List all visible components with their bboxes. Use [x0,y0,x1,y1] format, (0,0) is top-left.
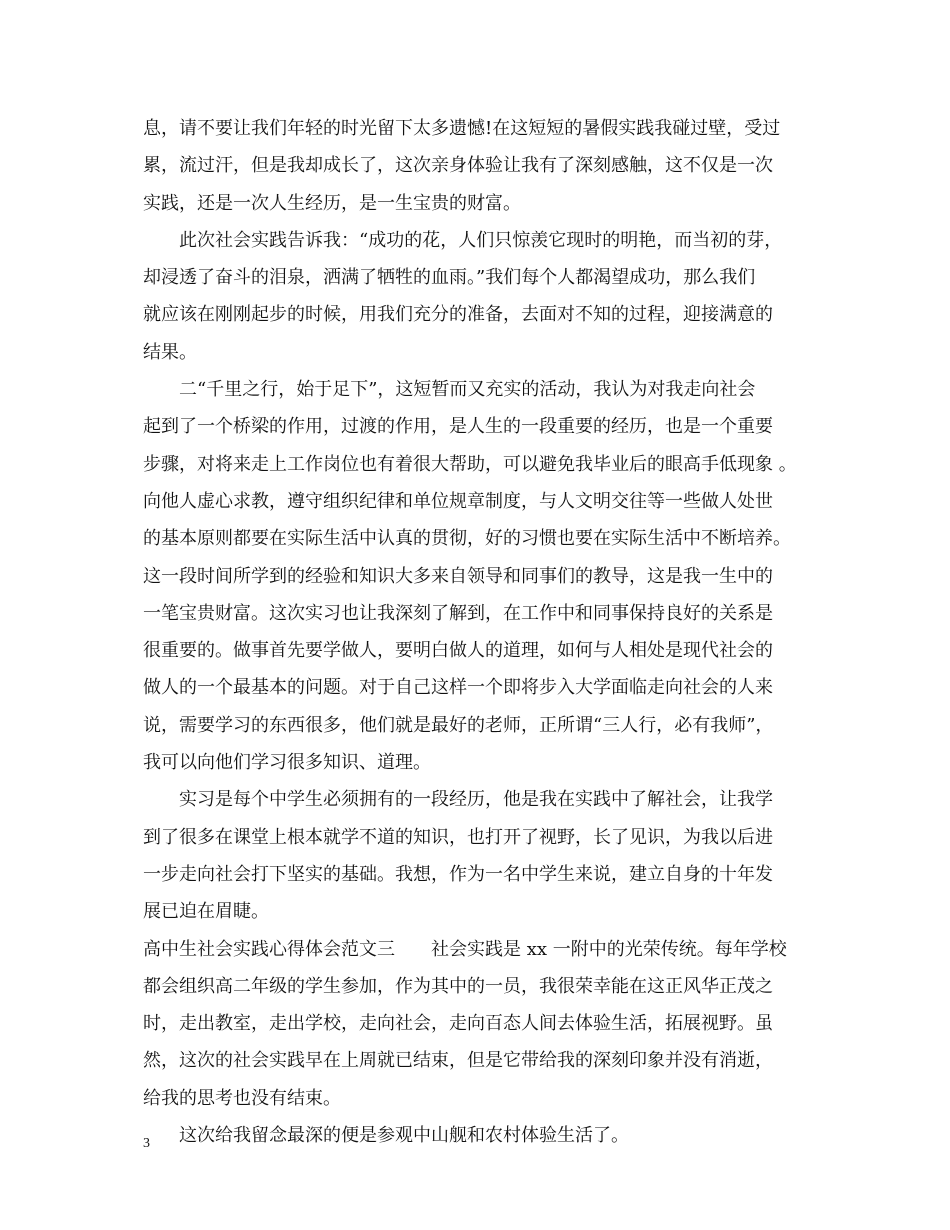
text-line: 做人的一个最基本的问题。对于自己这样一个即将步入大学面临走向社会的人来 [143,677,773,699]
text-line: 都会组织高二年级的学生参加，作为其中的一员，我很荣幸能在这正风华正茂之 [143,975,773,997]
text-line: 息，请不要让我们年轻的时光留下太多遗憾!在这短短的暑假实践我碰过壁，受过 [143,118,781,139]
text-line: 我可以向他们学习很多知识、道理。 [143,752,431,774]
paragraph-start-line: 此次社会实践告诉我：“成功的花，人们只惊羡它现时的明艳，而当初的芽， [179,229,783,251]
text-line: 这一段时间所学到的经验和知识大多来自领导和同事们的教导，这是我一生中的 [143,565,773,587]
text-line: 向他人虚心求教，遵守组织纪律和单位规章制度，与人文明交往等一些做人处世 [143,490,773,512]
text-line: 很重要的。做事首先要学做人，要明白做人的道理，如何与人相处是现代社会的 [143,640,773,662]
paragraph-start-line: 二“千里之行，始于足下”，这短暂而又充实的活动，我认为对我走向社会 [179,379,756,401]
text-line: 给我的思考也没有结束。 [143,1087,341,1109]
paragraph-start-line: 这次给我留念最深的便是参观中山舰和农村体验生活了。 [179,1125,629,1147]
text-line: 累，流过汗，但是我却成长了，这次亲身体验让我有了深刻感触，这不仅是一次 [143,155,773,177]
section-heading-line: 高中生社会实践心得体会范文三 社会实践是 xx 一附中的光荣传统。每年学校 [143,938,787,960]
page-number: 3 [143,1136,150,1151]
text-line: 步骤，对将来走上工作岗位也有着很大帮助，可以避免我毕业后的眼高手低现象 。 [143,453,797,475]
text-line: 展已迫在眉睫。 [143,901,269,923]
text-line: 却浸透了奋斗的泪泉，洒满了牺牲的血雨。”我们每个人都渴望成功，那么我们 [143,267,756,289]
text-line: 到了很多在课堂上根本就学不道的知识，也打开了视野，长了见识，为我以后进 [143,826,773,848]
text-line: 一步走向社会打下坚实的基础。我想，作为一名中学生来说，建立自身的十年发 [143,863,773,885]
text-line: 然，这次的社会实践早在上周就已结束，但是它带给我的深刻印象并没有消逝， [143,1050,773,1072]
text-line: 起到了一个桥梁的作用，过渡的作用，是人生的一段重要的经历，也是一个重要 [143,416,773,438]
text-line: 的基本原则都要在实际生活中认真的贯彻，好的习惯也要在实际生活中不断培养。 [143,528,791,550]
text-line: 就应该在刚刚起步的时候，用我们充分的准备，去面对不知的过程，迎接满意的 [143,304,773,326]
text-line: 时，走出教室，走出学校，走向社会，走向百态人间去体验生活，拓展视野。虽 [143,1013,773,1035]
text-line: 说，需要学习的东西很多，他们就是最好的老师，正所谓“三人行，必有我师”， [143,714,774,736]
paragraph-start-line: 实习是每个中学生必须拥有的一段经历，他是我在实践中了解社会，让我学 [179,789,773,811]
text-line: 实践，还是一次人生经历，是一生宝贵的财富。 [143,192,521,214]
text-line: 一笔宝贵财富。这次实习也让我深刻了解到，在工作中和同事保持良好的关系是 [143,602,773,624]
document-body [143,110,811,1154]
text-line: 结果。 [143,341,197,363]
